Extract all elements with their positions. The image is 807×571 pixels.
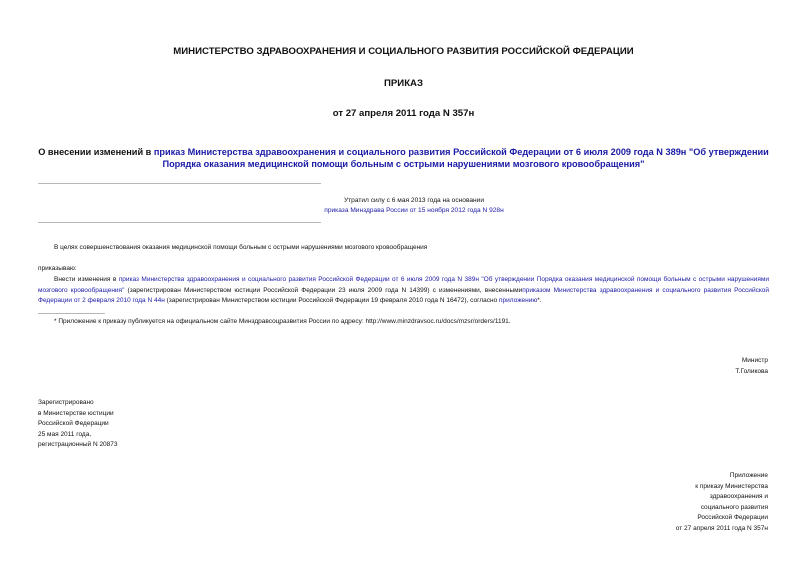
appendix-line: Российской Федерации (697, 514, 768, 521)
repeal-order-link[interactable]: приказа Минздрава России от 15 ноября 2012 года N 928н (324, 206, 504, 214)
footnote-divider (38, 313, 105, 314)
signature-block (600, 356, 768, 377)
order-389n-link[interactable]: приказ Министерства здравоохранения и социального развития Российской Федерации от 6 июля 2009 года N 389н "Об утверждении Порядка оказания медицинской помощи больным с острыми нарушениями мозгового кровообращения" (38, 276, 769, 294)
divider-top (38, 183, 321, 184)
status-note-text: Утратил силу с 6 мая 2013 года на основании (343, 197, 485, 204)
paragraph-text: (зарегистрирован Министерством юстиции Российской Федерации 19 февраля 2010 года N 16472), согласно (164, 297, 500, 304)
ministry-title: МИНИСТЕРСТВО ЗДРАВООХРАНЕНИЯ И СОЦИАЛЬНОГО РАЗВИТИЯ РОССИЙСКОЙ ФЕДЕРАЦИИ (173, 46, 634, 57)
registration-block (38, 398, 238, 451)
appendix-link[interactable]: приложению (499, 297, 538, 304)
registration-line: Зарегистрировано (38, 399, 94, 406)
appendix-line: от 27 апреля 2011 года N 357н (675, 524, 768, 532)
document-date-number: от 27 апреля 2011 года N 357н (332, 108, 475, 119)
subject-prefix: О внесении изменений в (38, 147, 154, 157)
divider-bottom (38, 222, 321, 223)
preamble: В целях совершенствования оказания медицинской помощи больным с острыми нарушениями мозгового кровообращения (54, 244, 428, 251)
registration-line: в Министерстве юстиции (38, 409, 114, 417)
appendix-block (568, 471, 768, 534)
order-paragraph (38, 275, 769, 307)
paragraph-text: (зарегистрирован Министерством юстиции Российской Федерации 23 июля 2009 года N 14399) с изменениями, внесенными (124, 286, 523, 294)
footnote: * Приложение к приказу публикуется на официальном сайте Минздравсоцразвития России по адресу: http://www.minzdravsoc.ru/docs/mzsr/orders/1191. (54, 318, 511, 325)
registration-line: Российской Федерации (38, 420, 109, 427)
registration-line: 25 мая 2011 года, (38, 430, 92, 438)
document-type: ПРИКАЗ (384, 78, 423, 89)
status-note (300, 196, 528, 215)
paragraph-text: *. (537, 297, 542, 304)
order-word: приказываю: (38, 265, 77, 272)
appendix-line: социального развития (700, 503, 768, 511)
appendix-line: к приказу Министерства (695, 482, 768, 490)
appendix-line: Приложение (729, 472, 768, 479)
appendix-line: здравоохранения и (709, 493, 768, 500)
signature-name: Т.Голикова (735, 367, 768, 375)
signature-title: Министр (741, 357, 768, 364)
document-subject (30, 146, 777, 170)
order-44n-link[interactable]: приказом Министерства здравоохранения и социального развития Российской Федерации от 2 февраля 2010 года N 44н (38, 286, 769, 304)
amended-order-link[interactable]: приказ Министерства здравоохранения и социального развития Российской Федерации от 6 июля 2009 года N 389н "Об утверждении Порядка оказания медицинской помощи больным с острыми нарушениями мозгового кровообращения" (153, 147, 769, 169)
registration-line: регистрационный N 20873 (38, 441, 118, 448)
paragraph-text: Внести изменения в (54, 276, 119, 283)
